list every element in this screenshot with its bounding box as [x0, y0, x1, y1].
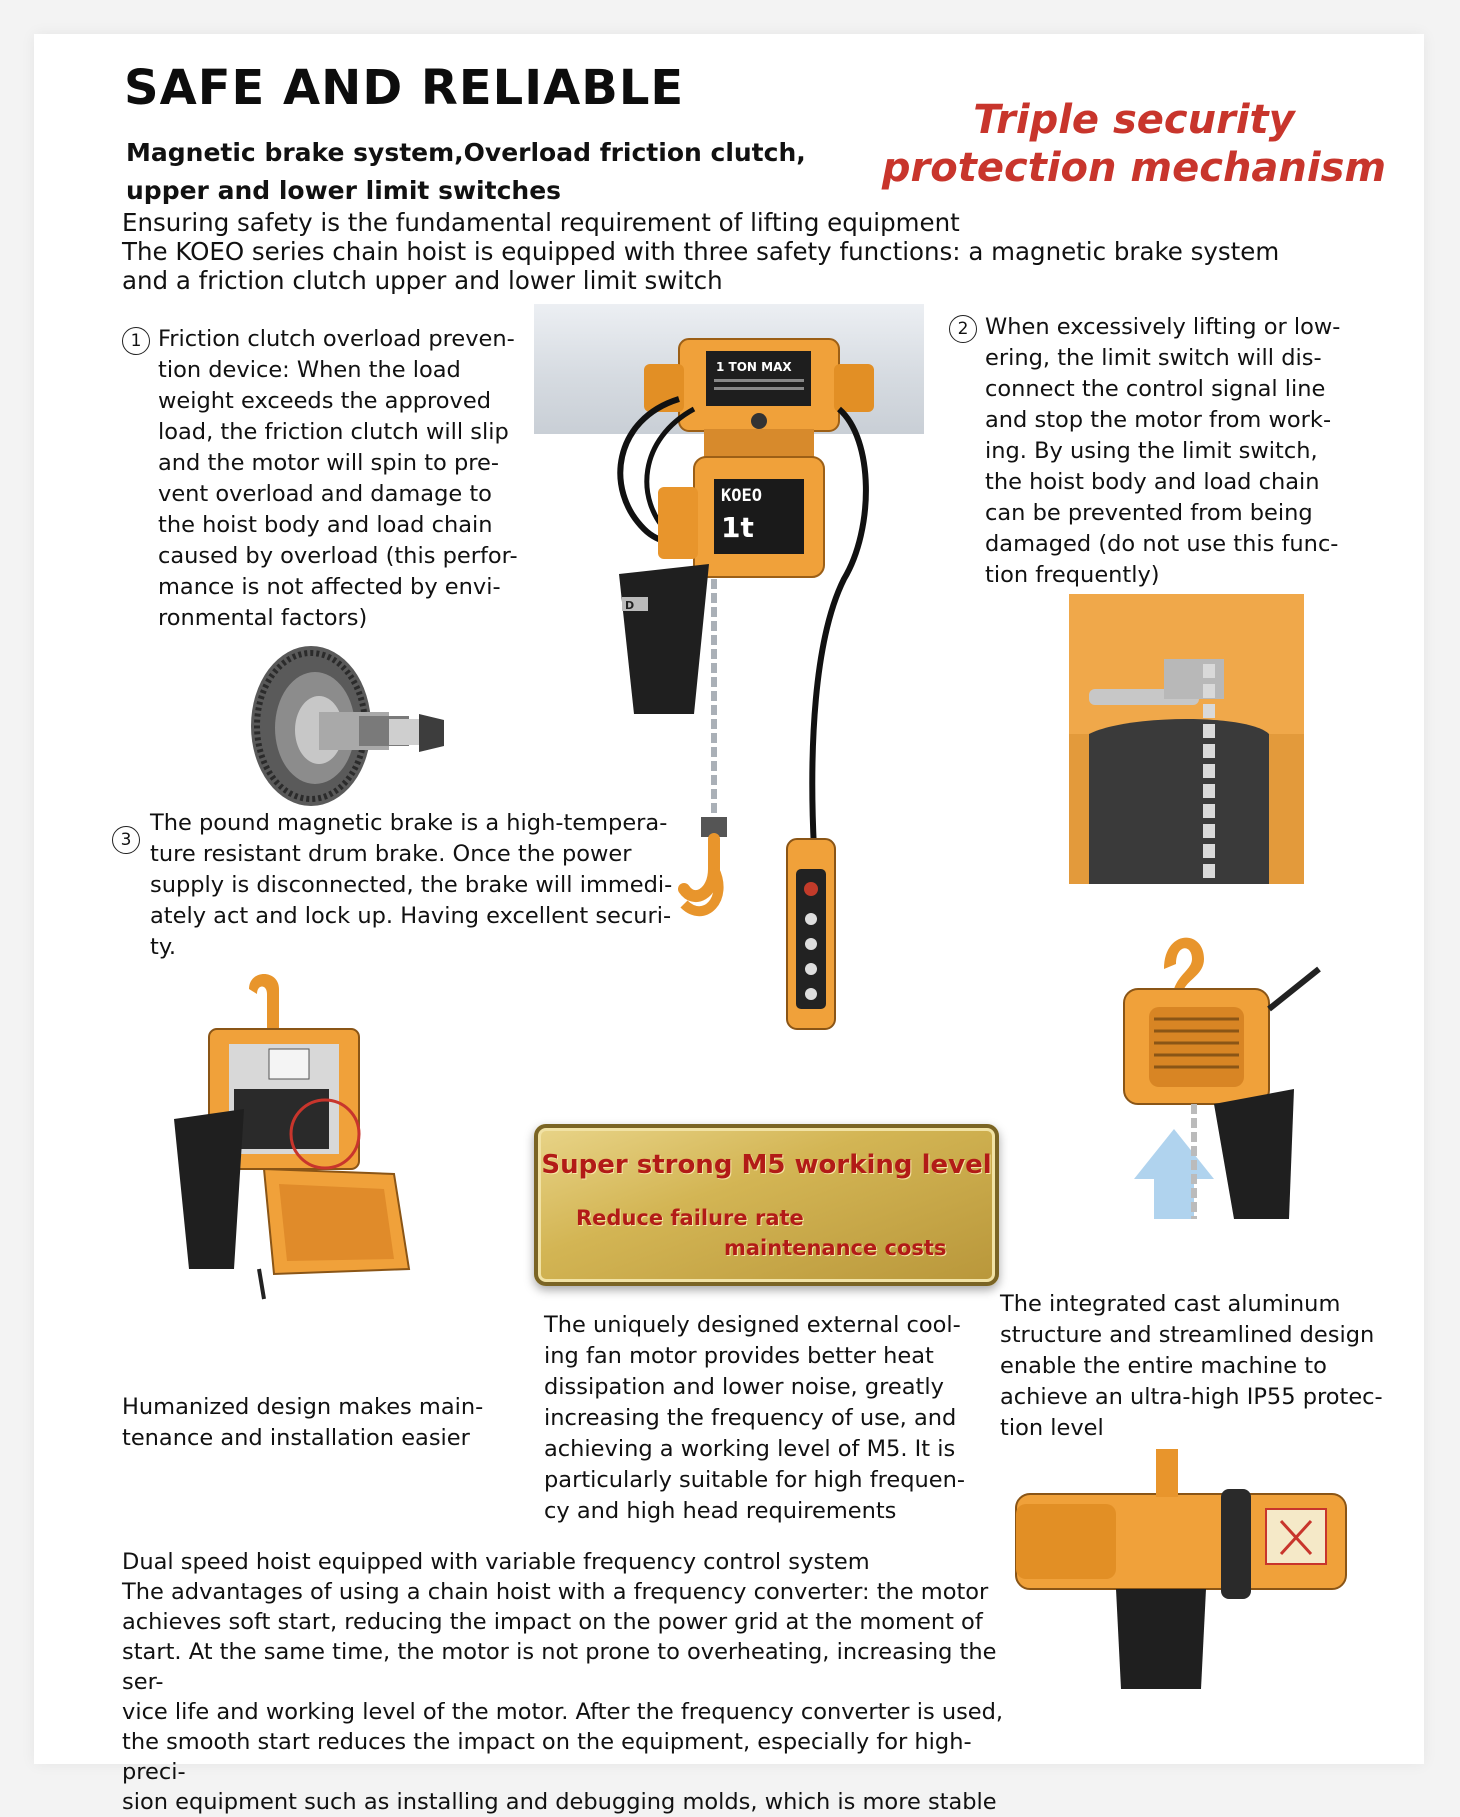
- text-line: mance is not affected by envi-: [158, 574, 501, 600]
- text-line: achieve an ultra-high IP55 protec-: [1000, 1384, 1383, 1410]
- text-line: achieving a working level of M5. It is: [544, 1436, 956, 1462]
- feature-friction-clutch: [122, 324, 582, 634]
- m5-working-level-badge: [534, 1124, 999, 1286]
- text-line: vice life and working level of the motor. After the frequency converter is used,: [122, 1699, 1004, 1725]
- feature-1-text: [158, 324, 582, 634]
- text-line: sion equipment such as installing and debugging molds, which is more stable: [122, 1789, 997, 1815]
- text-line: the smooth start reduces the impact on the equipment, especially for high-preci-: [122, 1729, 972, 1785]
- text-line: Dual speed hoist equipped with variable frequency control system: [122, 1549, 870, 1575]
- feature-number-1: 1: [122, 327, 150, 355]
- page-title: SAFE AND RELIABLE: [124, 60, 685, 116]
- text-line: ately act and lock up. Having excellent securi-: [150, 903, 672, 929]
- text-line: the hoist body and load chain: [985, 469, 1320, 495]
- text-line: achieves soft start, reducing the impact on the power grid at the moment of: [122, 1609, 983, 1635]
- text-line: the hoist body and load chain: [158, 512, 493, 538]
- footer-paragraph: [122, 1547, 1022, 1817]
- brand-label: KOEO: [721, 486, 762, 506]
- text-line: The advantages of using a chain hoist with a frequency converter: the motor: [122, 1579, 989, 1605]
- caption-cast-aluminum: [1000, 1289, 1400, 1444]
- text-line: ture resistant drum brake. Once the power: [150, 841, 632, 867]
- text-line: The integrated cast aluminum: [1000, 1291, 1341, 1317]
- text-line: tion frequently): [985, 562, 1160, 588]
- tagline-line-2: protection mechanism: [881, 145, 1387, 191]
- hoist-motor-side-image: [1016, 1449, 1361, 1689]
- chain-bag-tag: D: [625, 599, 635, 612]
- text-line: The uniquely designed external cool-: [544, 1312, 961, 1338]
- text-line: ering, the limit switch will dis-: [985, 345, 1322, 371]
- badge-title: Super strong M5 working level: [541, 1150, 992, 1180]
- friction-clutch-gear-image: [239, 634, 464, 824]
- text-line: ty.: [150, 934, 177, 960]
- text-line: caused by overload (this perfor-: [158, 543, 518, 569]
- intro-line: The KOEO series chain hoist is equipped with three safety functions: a magnetic brake system: [122, 237, 1280, 266]
- text-line: ronmental factors): [158, 605, 368, 631]
- caption-humanized-design: [122, 1392, 502, 1454]
- badge-line-2: maintenance costs: [724, 1236, 947, 1260]
- intro-paragraph: [122, 208, 1382, 295]
- text-line: load, the friction clutch will slip: [158, 419, 509, 445]
- text-line: increasing the frequency of use, and: [544, 1405, 957, 1431]
- text-line: connect the control signal line: [985, 376, 1326, 402]
- text-line: When excessively lifting or low-: [985, 314, 1341, 340]
- cooling-fan-hoist-image: [1094, 929, 1334, 1229]
- feature-2-text: [985, 312, 1409, 591]
- badge-line-1: Reduce failure rate: [576, 1206, 804, 1230]
- feature-number-2: 2: [949, 315, 977, 343]
- text-line: ing. By using the limit switch,: [985, 438, 1318, 464]
- text-line: supply is disconnected, the brake will immedi-: [150, 872, 673, 898]
- limit-switch-image: [1069, 594, 1304, 884]
- text-line: damaged (do not use this func-: [985, 531, 1339, 557]
- text-line: particularly suitable for high frequen-: [544, 1467, 965, 1493]
- text-line: tion device: When the load: [158, 357, 461, 383]
- open-hoist-maintenance-image: [139, 969, 429, 1304]
- subtitle-line-2: upper and lower limit switches: [126, 176, 562, 205]
- brochure-page: [34, 34, 1424, 1815]
- intro-line: and a friction clutch upper and lower limit switch: [122, 266, 723, 295]
- tagline: [854, 96, 1414, 192]
- text-line: can be prevented from being: [985, 500, 1313, 526]
- intro-line: Ensuring safety is the fundamental requirement of lifting equipment: [122, 208, 960, 237]
- text-line: Humanized design makes main-: [122, 1394, 484, 1420]
- page-subtitle: [126, 134, 846, 210]
- text-line: and the motor will spin to pre-: [158, 450, 499, 476]
- text-line: start. At the same time, the motor is not prone to overheating, increasing the ser-: [122, 1639, 997, 1695]
- feature-number-3: 3: [112, 826, 140, 854]
- text-line: vent overload and damage to: [158, 481, 492, 507]
- text-line: structure and streamlined design: [1000, 1322, 1375, 1348]
- text-line: weight exceeds the approved: [158, 388, 491, 414]
- text-line: Friction clutch overload preven-: [158, 326, 515, 352]
- text-line: ing fan motor provides better heat: [544, 1343, 934, 1369]
- text-line: The pound magnetic brake is a high-tempera-: [150, 810, 668, 836]
- caption-cooling-fan: [544, 1310, 984, 1527]
- text-line: tenance and installation easier: [122, 1425, 470, 1451]
- text-line: dissipation and lower noise, greatly: [544, 1374, 944, 1400]
- text-line: enable the entire machine to: [1000, 1353, 1327, 1379]
- text-line: cy and high head requirements: [544, 1498, 897, 1524]
- feature-limit-switch: [949, 312, 1409, 591]
- feature-3-text: [150, 808, 772, 963]
- tagline-line-1: Triple security: [973, 97, 1295, 143]
- text-line: and stop the motor from work-: [985, 407, 1332, 433]
- capacity-label: 1t: [721, 511, 754, 544]
- text-line: tion level: [1000, 1415, 1104, 1441]
- chain-hoist-main-image: [584, 329, 934, 1159]
- trolley-plate-label: 1 TON MAX: [716, 360, 792, 374]
- subtitle-line-1: Magnetic brake system,Overload friction clutch,: [126, 138, 806, 167]
- feature-magnetic-brake: [112, 808, 772, 963]
